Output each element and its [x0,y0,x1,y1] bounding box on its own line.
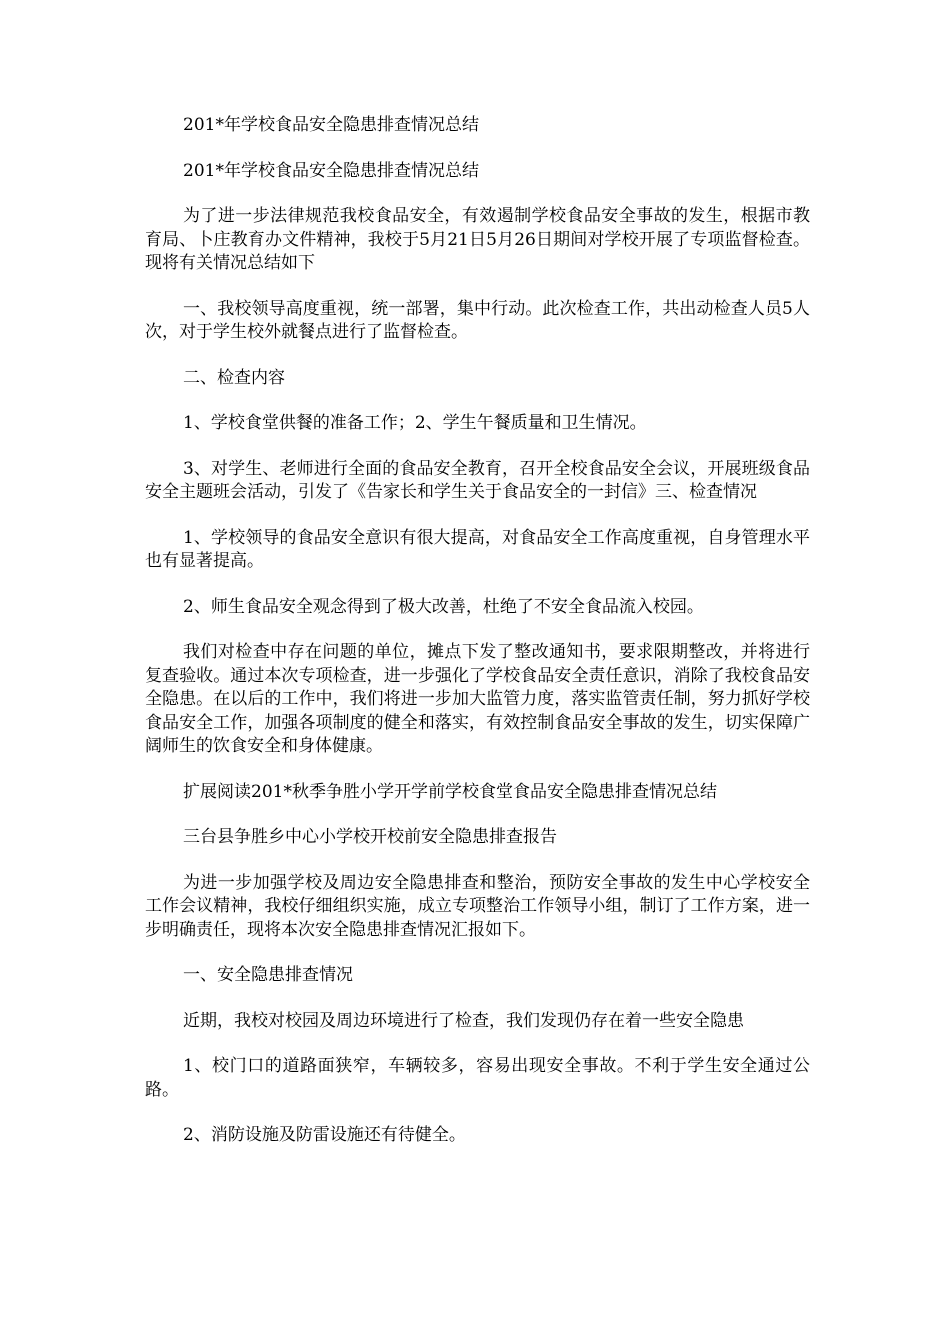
extended-reading-title: 扩展阅读201*秋季争胜小学开学前学校食堂食品安全隐患排查情况总结 [183,781,717,802]
content-item-1-2: 1、学校食堂供餐的准备工作；2、学生午餐质量和卫生情况。 [183,413,647,433]
content-item-3: 3、对学生、老师进行全面的食品安全教育，召开全校食品安全会议，开展班级食品安全主题班会活动，引发了《告家长和学生关于食品安全的一封信》三、检查情况 [145,458,810,502]
intro-paragraph: 为了进一步法律规范我校食品安全，有效遏制学校食品安全事故的发生，根据市教育局、卜庄教育办文件精神，我校于5月21日5月26日期间对学校开展了专项监督检查。现将有关情况总结如下 [145,206,810,273]
report-title: 三台县争胜乡中心小学校开校前安全隐患排查报告 [183,827,557,847]
doc-title: 201*年学校食品安全隐患排查情况总结 [183,115,479,135]
report-item-1: 1、校门口的道路面狭窄，车辆较多，容易出现安全事故。不利于学生安全通过公路。 [145,1056,810,1100]
finding-item-1: 1、学校领导的食品安全意识有很大提高，对食品安全工作高度重视，自身管理水平也有显著提高。 [145,527,810,571]
rectification-paragraph: 我们对检查中存在问题的单位，摊点下发了整改通知书，要求限期整改，并将进行复查验收。通过本次专项检查，进一步强化了学校食品安全责任意识，消除了我校食品安全隐患。在以后的工作中，我们将进一步加大监管力度，落实监管责任制，努力抓好学校食品安全工作，加强各项制度的健全和落实，有效控制食品安全事故的发生，切实保障广阔师生的饮食安全和身体健康。 [145,642,810,756]
report-intro-paragraph: 为进一步加强学校及周边安全隐患排查和整治，预防安全事故的发生中心学校安全工作会议精神，我校仔细组织实施，成立专项整治工作领导小组，制订了工作方案，进一步明确责任，现将本次安全隐患排查情况汇报如下。 [145,872,810,940]
document-page [145,114,810,1170]
report-item-2: 2、消防设施及防雷设施还有待健全。 [183,1125,466,1145]
report-findings-paragraph: 近期，我校对校园及周边环境进行了检查，我们发现仍存在着一些安全隐患 [183,1010,744,1031]
finding-item-2: 2、师生食品安全观念得到了极大改善，杜绝了不安全食品流入校园。 [183,596,704,617]
section-one-paragraph: 一、我校领导高度重视，统一部署，集中行动。此次检查工作，共出动检查人员5人次，对于学生校外就餐点进行了监督检查。 [145,298,810,342]
doc-subtitle: 201*年学校食品安全隐患排查情况总结 [183,160,479,181]
section-two-heading: 二、检查内容 [183,367,285,388]
report-section-one-heading: 一、安全隐患排查情况 [183,965,353,985]
